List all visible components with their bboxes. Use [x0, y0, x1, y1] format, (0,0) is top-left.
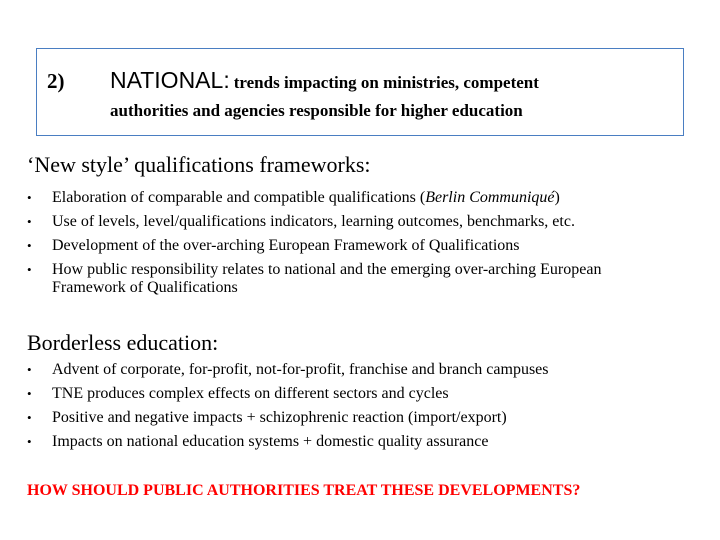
item-text: Elaboration of comparable and compatible qualifications ( [52, 189, 426, 206]
list-item [27, 430, 549, 454]
list-item [27, 234, 601, 258]
header-keyword: NATIONAL: [110, 67, 230, 93]
list-item [27, 186, 601, 210]
list-item [27, 258, 601, 300]
bullet-icon: • [27, 362, 32, 377]
list-item [27, 382, 549, 406]
list-item [27, 406, 549, 430]
header-number: 2) [47, 69, 65, 93]
bullet-icon: • [27, 410, 32, 425]
item-text: How public responsibility relates to national and the emerging over-arching European [52, 261, 602, 278]
list-item [27, 358, 549, 382]
item-text: TNE produces complex effects on different sectors and cycles [52, 385, 449, 402]
item-text-line2: Framework of Qualifications [52, 279, 238, 296]
header-line1 [110, 67, 539, 94]
list-item [27, 210, 601, 234]
header-line1-rest: trends impacting on ministries, competent [233, 73, 539, 92]
section-heading-qualifications: ‘New style’ qualifications frameworks: [27, 152, 371, 177]
item-text: Use of levels, level/qualifications indicators, learning outcomes, benchmarks, etc. [52, 213, 575, 230]
bullet-icon: • [27, 434, 32, 449]
bullet-icon: • [27, 238, 32, 253]
bullet-icon: • [27, 214, 32, 229]
header-line2: authorities and agencies responsible for higher education [110, 101, 523, 120]
section-heading-borderless: Borderless education: [27, 330, 219, 355]
item-text: Positive and negative impacts + schizophrenic reaction (import/export) [52, 409, 507, 426]
bullet-icon: • [27, 386, 32, 401]
footer-question: HOW SHOULD PUBLIC AUTHORITIES TREAT THESE DEVELOPMENTS? [27, 482, 581, 499]
borderless-list [27, 358, 549, 454]
item-text: Impacts on national education systems + domestic quality assurance [52, 433, 489, 450]
item-italic-text: Berlin Communiqué [425, 189, 555, 206]
item-text: Development of the over-arching European Framework of Qualifications [52, 237, 520, 254]
bullet-icon: • [27, 190, 32, 205]
header-box [36, 48, 684, 136]
bullet-icon: • [27, 262, 32, 277]
item-text: Advent of corporate, for-profit, not-for-profit, franchise and branch campuses [52, 361, 549, 378]
qualifications-list [27, 186, 601, 300]
item-text-after: ) [554, 189, 560, 206]
